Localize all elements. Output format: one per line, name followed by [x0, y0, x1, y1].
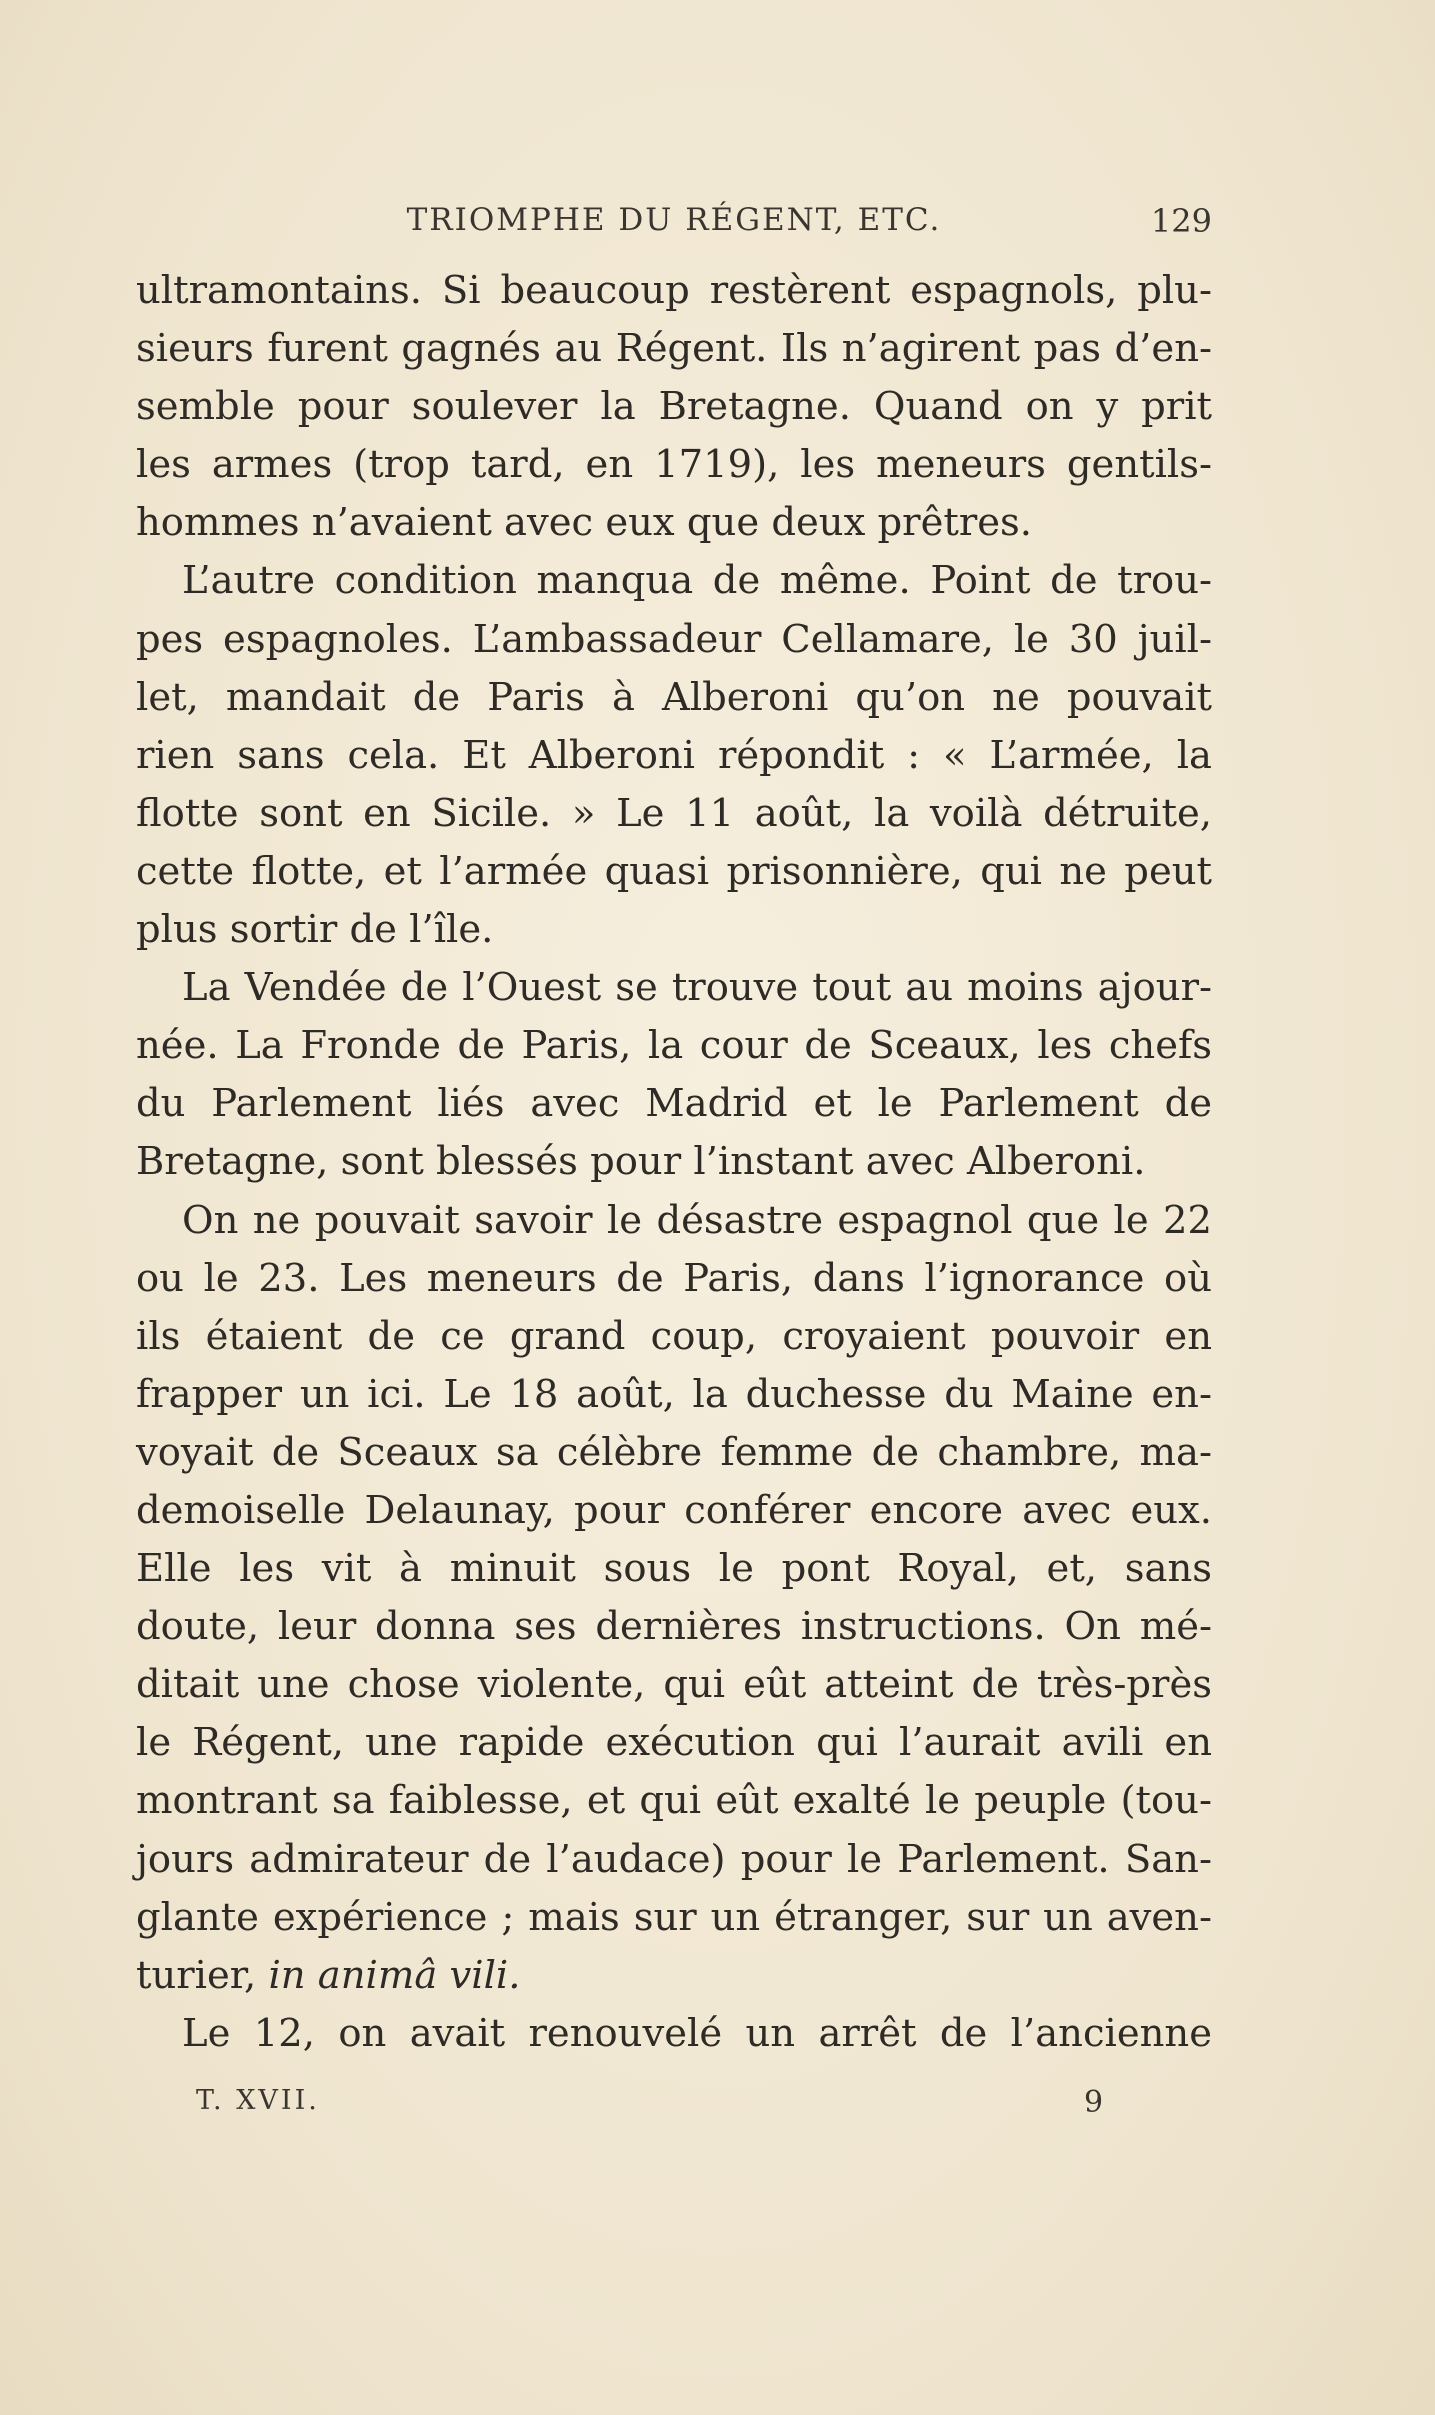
- volume-signature: T. XVII.: [196, 2085, 320, 2116]
- text-line: ultramontains. Si beaucoup restèrent espagnols, plu-: [136, 268, 1212, 313]
- text-line: pes espagnoles. L’ambassadeur Cellamare, le 30 juil-: [136, 616, 1212, 662]
- text-line: ou le 23. Les meneurs de Paris, dans l’ignorance où: [136, 1255, 1212, 1301]
- text-line: Bretagne, sont blessés pour l’instant avec Alberoni.: [136, 1139, 1146, 1185]
- text-line: les armes (trop tard, en 1719), les meneurs gentils-: [136, 442, 1212, 488]
- text-line: Le 12, on avait renouvelé un arrêt de l’ancienne: [182, 2010, 1212, 2056]
- text-line: semble pour soulever la Bretagne. Quand on y prit: [136, 384, 1212, 430]
- text-line: L’autre condition manqua de même. Point de trou-: [182, 558, 1212, 604]
- text-line: ils étaient de ce grand coup, croyaient pouvoir en: [136, 1313, 1212, 1359]
- text-line: du Parlement liés avec Madrid et le Parlement de: [136, 1081, 1212, 1127]
- text-line: sieurs furent gagnés au Régent. Ils n’agirent pas d’en-: [136, 326, 1212, 372]
- text-line: le Régent, une rapide exécution qui l’aurait avili en: [136, 1720, 1212, 1766]
- latin-phrase: in animâ vili.: [268, 1952, 521, 1998]
- text-line: flotte sont en Sicile. » Le 11 août, la voilà détruite,: [136, 790, 1212, 836]
- text-line: doute, leur donna ses dernières instructions. On mé-: [136, 1604, 1212, 1650]
- text-line-start: turier,: [136, 1952, 257, 1998]
- running-head: [136, 202, 1212, 246]
- text-line: demoiselle Delaunay, pour conférer encore avec eux.: [136, 1487, 1212, 1533]
- text-line: La Vendée de l’Ouest se trouve tout au moins ajour-: [182, 965, 1212, 1011]
- text-line: cette flotte, et l’armée quasi prisonnière, qui ne peut: [136, 848, 1212, 894]
- text-line: montrant sa faiblesse, et qui eût exalté le peuple (tou-: [136, 1778, 1212, 1824]
- text-line: rien sans cela. Et Alberoni répondit : « L’armée, la: [136, 732, 1212, 778]
- text-line: On ne pouvait savoir le désastre espagnol que le 22: [182, 1197, 1212, 1243]
- body-text: [136, 262, 1212, 2063]
- text-line: [136, 1947, 1212, 2005]
- text-line: hommes n’avaient avec eux que deux prêtres.: [136, 500, 1033, 546]
- page-footer: [136, 2085, 1212, 2125]
- text-line: née. La Fronde de Paris, la cour de Sceaux, les chefs: [136, 1023, 1212, 1069]
- text-line: plus sortir de l’île.: [136, 907, 494, 953]
- signature-number: 9: [1084, 2085, 1104, 2120]
- running-title: TRIOMPHE DU RÉGENT, ETC.: [406, 202, 942, 238]
- text-line: frapper un ici. Le 18 août, la duchesse du Maine en-: [136, 1371, 1212, 1417]
- text-line: glante expérience ; mais sur un étranger, sur un aven-: [136, 1894, 1212, 1940]
- text-line: ditait une chose violente, qui eût atteint de très-près: [136, 1662, 1212, 1708]
- page-number: 129: [1150, 202, 1212, 240]
- text-line: jours admirateur de l’audace) pour le Parlement. San-: [136, 1836, 1212, 1882]
- text-line: Elle les vit à minuit sous le pont Royal, et, sans: [136, 1546, 1212, 1592]
- text-line: let, mandait de Paris à Alberoni qu’on ne pouvait: [136, 674, 1212, 720]
- text-line: voyait de Sceaux sa célèbre femme de chambre, ma-: [136, 1429, 1212, 1475]
